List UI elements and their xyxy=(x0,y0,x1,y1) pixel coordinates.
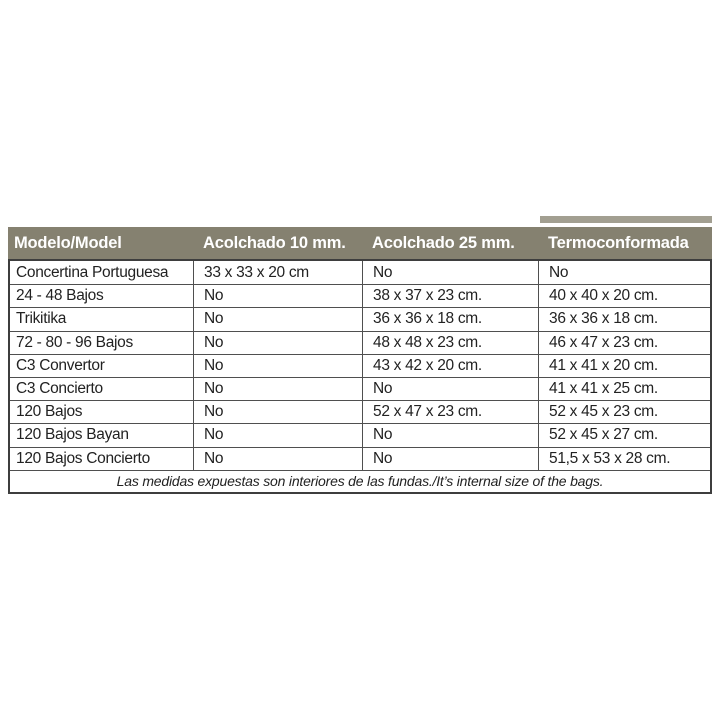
cell-acolchado-10mm: No xyxy=(193,424,362,446)
cell-acolchado-10mm: No xyxy=(193,401,362,423)
column-header-acolchado-10mm: Acolchado 10 mm. xyxy=(203,233,346,252)
column-header-termoconformada: Termoconformada xyxy=(548,233,689,252)
table-body xyxy=(8,259,712,494)
table-row xyxy=(10,284,710,307)
cell-termoconformada: 52 x 45 x 27 cm. xyxy=(538,424,710,446)
cell-termoconformada: 36 x 36 x 18 cm. xyxy=(538,308,710,330)
cell-model: Trikitika xyxy=(16,310,67,328)
cell-model: C3 Concierto xyxy=(16,380,103,398)
cell-acolchado-10mm: No xyxy=(193,308,362,330)
cell-acolchado-25mm: No xyxy=(362,378,538,400)
cell-model: C3 Convertor xyxy=(16,356,105,374)
cell-acolchado-25mm: 36 x 36 x 18 cm. xyxy=(362,308,538,330)
table-row xyxy=(10,331,710,354)
bag-sizes-table xyxy=(8,227,712,494)
column-header-model: Modelo/Model xyxy=(14,233,122,252)
cell-termoconformada: 41 x 41 x 20 cm. xyxy=(538,355,710,377)
table-row xyxy=(10,400,710,423)
cell-termoconformada: 52 x 45 x 23 cm. xyxy=(538,401,710,423)
cell-model: 72 - 80 - 96 Bajos xyxy=(16,333,133,351)
table-row xyxy=(10,261,710,284)
cell-acolchado-25mm: 43 x 42 x 20 cm. xyxy=(362,355,538,377)
cell-termoconformada: 40 x 40 x 20 cm. xyxy=(538,285,710,307)
cell-acolchado-10mm: No xyxy=(193,285,362,307)
cell-acolchado-10mm: No xyxy=(193,378,362,400)
cell-termoconformada: 51,5 x 53 x 28 cm. xyxy=(538,448,710,470)
cell-termoconformada: No xyxy=(538,261,710,284)
cell-termoconformada: 46 x 47 x 23 cm. xyxy=(538,332,710,354)
table-row xyxy=(10,447,710,470)
table-header-row xyxy=(8,227,712,259)
cell-acolchado-25mm: 48 x 48 x 23 cm. xyxy=(362,332,538,354)
top-edge-strip xyxy=(540,216,712,223)
cell-model: 24 - 48 Bajos xyxy=(16,287,104,305)
column-header-acolchado-25mm: Acolchado 25 mm. xyxy=(372,233,515,252)
cell-acolchado-25mm: No xyxy=(362,448,538,470)
cell-acolchado-10mm: 33 x 33 x 20 cm xyxy=(193,261,362,284)
cell-model: 120 Bajos Concierto xyxy=(16,449,150,467)
table-row xyxy=(10,377,710,400)
cell-acolchado-25mm: 38 x 37 x 23 cm. xyxy=(362,285,538,307)
cell-model: 120 Bajos xyxy=(16,403,83,421)
cell-acolchado-10mm: No xyxy=(193,355,362,377)
table-row xyxy=(10,307,710,330)
cell-termoconformada: 41 x 41 x 25 cm. xyxy=(538,378,710,400)
cell-acolchado-10mm: No xyxy=(193,448,362,470)
table-row xyxy=(10,423,710,446)
table-footnote: Las medidas expuestas son interiores de las fundas./It’s internal size of the bags. xyxy=(10,470,710,492)
table-row xyxy=(10,354,710,377)
cell-acolchado-10mm: No xyxy=(193,332,362,354)
cell-acolchado-25mm: No xyxy=(362,261,538,284)
cell-acolchado-25mm: 52 x 47 x 23 cm. xyxy=(362,401,538,423)
cell-model: Concertina Portuguesa xyxy=(16,263,169,281)
cell-acolchado-25mm: No xyxy=(362,424,538,446)
cell-model: 120 Bajos Bayan xyxy=(16,426,129,444)
